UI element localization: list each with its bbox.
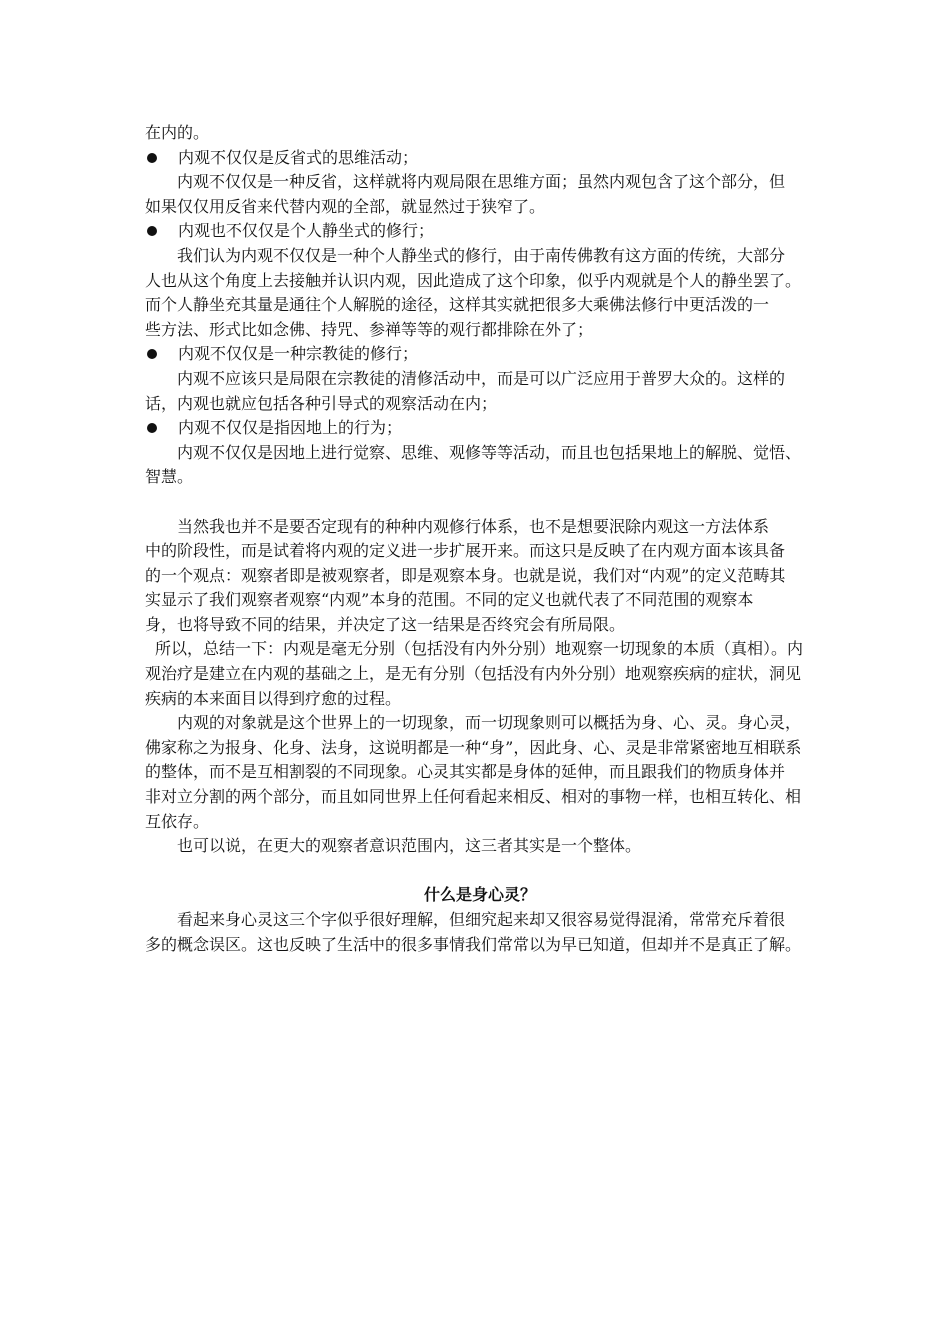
text-line: 我们认为内观不仅仅是一种个人静坐式的修行，由于南传佛教有这方面的传统，大部分 [177, 245, 786, 265]
text-line: 多的概念误区。这也反映了生活中的很多事情我们常常以为早已知道，但却并不是真正了解。 [145, 934, 802, 954]
text-line: 疾病的本来面目以得到疗愈的过程。 [145, 688, 402, 708]
text-line: 非对立分割的两个部分，而且如同世界上任何看起来相反、相对的事物一样，也相互转化、相 [145, 787, 802, 807]
text-line: 也可以说，在更大的观察者意识范围内，这三者其实是一个整体。 [177, 836, 642, 856]
bullet-text: 内观不仅仅是指因地上的行为； [178, 418, 403, 438]
text-line: 身，也将导致不同的结果，并决定了这一结果是否终究会有所局限。 [145, 614, 626, 634]
text-line: 如果仅仅用反省来代替内观的全部，就显然过于狭窄了。 [145, 196, 546, 216]
bullet-text: 内观不仅仅是反省式的思维活动； [178, 147, 419, 167]
text-line: 实显示了我们观察者观察“内观”本身的范围。不同的定义也就代表了不同范围的观察本 [145, 590, 754, 610]
text-line: 内观不应该只是局限在宗教徒的清修活动中，而是可以广泛应用于普罗大众的。这样的 [177, 368, 786, 388]
text-line: 些方法、形式比如念佛、持咒、参禅等等的观行都排除在外了； [145, 319, 594, 339]
text-line: 所以，总结一下：内观是毫无分别（包括没有内外分别）地观察一切现象的本质（真相）。内 [155, 639, 804, 659]
text-line: 在内的。 [145, 123, 210, 142]
text-line: 内观不仅仅是因地上进行觉察、思维、观修等等活动，而且也包括果地上的解脱、觉悟、 [177, 442, 802, 462]
bullet-item [145, 342, 815, 367]
text-line: 互依存。 [145, 811, 210, 831]
paragraph-gap [145, 859, 815, 884]
text-line: 中的阶段性，而是试着将内观的定义进一步扩展开来。而这只是反映了在内观方面本该具备 [145, 541, 786, 561]
text-line: 当然我也并不是要否定现有的种种内观修行体系，也不是想要泯除内观这一方法体系 [177, 516, 770, 536]
text-line: 内观不仅仅是一种反省，这样就将内观局限在思维方面；虽然内观包含了这个部分，但 [177, 172, 786, 192]
text-line: 话，内观也就应包括各种引导式的观察活动在内； [145, 393, 498, 413]
bullet-dot-icon [147, 349, 157, 359]
bullet-dot-icon [147, 153, 157, 163]
text-line: 佛家称之为报身、化身、法身，这说明都是一种“身”，因此身、心、灵是非常紧密地互相联系 [145, 737, 802, 757]
text-line: 的一个观点：观察者即是被观察者，即是观察本身。也就是说，我们对“内观”的定义范畴其 [145, 565, 786, 585]
text-line: 智慧。 [145, 467, 194, 487]
text-line: 看起来身心灵这三个字似乎很好理解，但细究起来却又很容易觉得混淆，常常充斥着很 [177, 910, 786, 929]
bullet-dot-icon [147, 226, 157, 236]
paragraph-gap [145, 490, 815, 515]
text-line: 观治疗是建立在内观的基础之上，是无有分别（包括没有内外分别）地观察疾病的症状，洞见 [145, 664, 802, 684]
text-line: 人也从这个角度上去接触并认识内观，因此造成了这个印象，似乎内观就是个人的静坐罢了。 [145, 270, 802, 290]
bullet-text: 内观不仅仅是一种宗教徒的修行； [178, 344, 419, 364]
bullet-item [145, 219, 815, 244]
document-page [145, 121, 815, 957]
bullet-dot-icon [147, 423, 157, 433]
bullet-item [145, 416, 815, 441]
text-line: 的整体，而不是互相割裂的不同现象。心灵其实都是身体的延伸，而且跟我们的物质身体并 [145, 762, 786, 782]
text-line: 而个人静坐充其量是通往个人解脱的途径，这样其实就把很多大乘佛法修行中更活泼的一 [145, 295, 770, 315]
bullet-text: 内观也不仅仅是个人静坐式的修行； [178, 221, 435, 241]
section-heading: 什么是身心灵？ [423, 885, 536, 905]
bullet-item [145, 146, 815, 171]
text-line: 内观的对象就是这个世界上的一切现象，而一切现象则可以概括为身、心、灵。身心灵， [177, 713, 802, 733]
